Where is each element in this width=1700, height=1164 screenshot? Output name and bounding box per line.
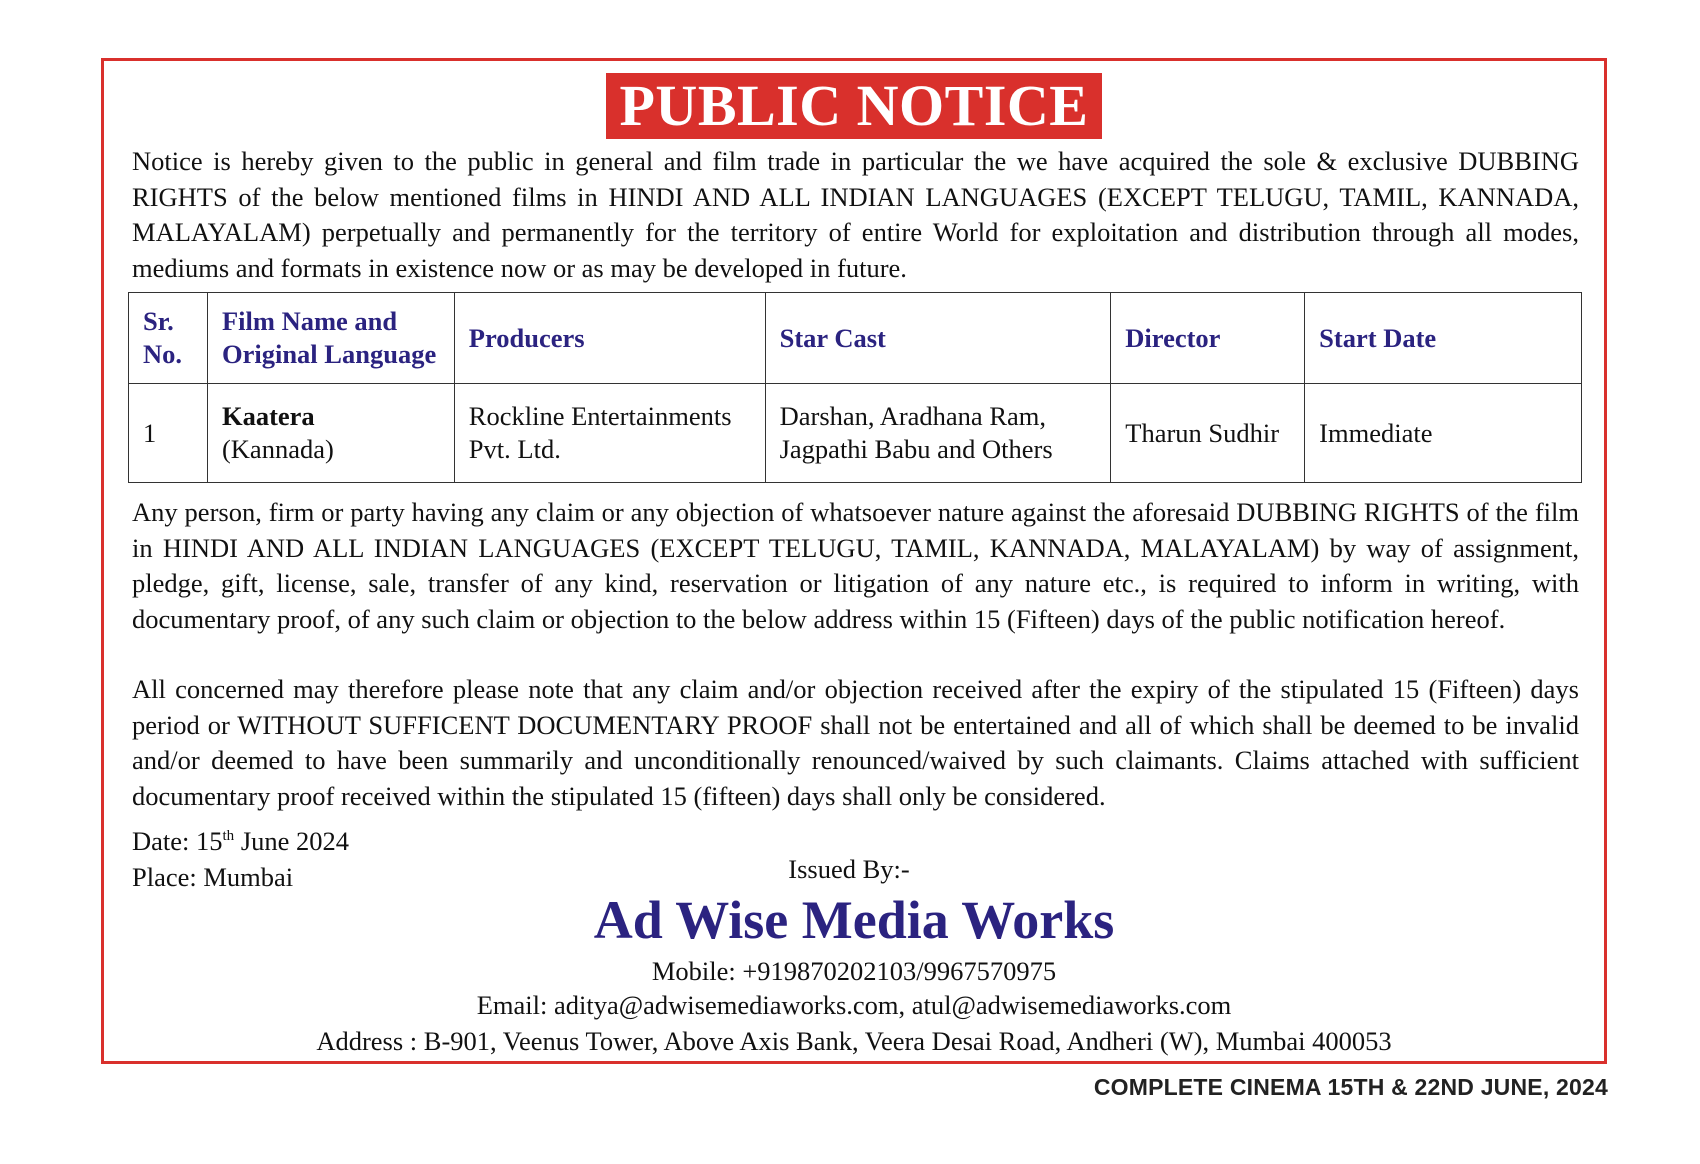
intro-paragraph: Notice is hereby given to the public in general and film trade in particular the we have acquired the sole & exclusive DUBBING RIGHTS of the below mentioned films in HINDI AND ALL INDIAN LANGUAGES (EXCEPT TELUGU, TAMIL, KANNADA, MALAYALAM) perpetually and permanently for the territory of entire World for exploitation and distribution through all modes, mediums and formats in existence now or as may be developed in future. bbox=[132, 146, 1579, 283]
cell-start-date: Immediate bbox=[1305, 384, 1582, 483]
title-wrap bbox=[104, 73, 1604, 139]
company-name: Ad Wise Media Works bbox=[593, 890, 1115, 950]
table-header-row bbox=[129, 293, 1582, 384]
cell-sr: 1 bbox=[129, 384, 208, 483]
cell-film bbox=[207, 384, 454, 483]
header-sr-no: Sr. No. bbox=[129, 293, 208, 384]
film-name: Kaatera bbox=[221, 401, 315, 431]
notice-place: Place: Mumbai bbox=[132, 862, 294, 892]
concerned-paragraph: All concerned may therefore please note that any claim and/or objection received after the expiry of the stipulated 15 (Fifteen) days period or WITHOUT SUFFICENT DOCUMENTARY PROOF shall not be entertained and all of which shall be deemed to be invalid and/or deemed to have been summarily and unconditionally renounced/waived by such claimants. Claims attached with sufficient documentary proof received within the stipulated 15 (fifteen) days shall only be considered. bbox=[132, 674, 1579, 811]
film-language: (Kannada) bbox=[221, 434, 334, 464]
claims-paragraph: Any person, firm or party having any claim or any objection of whatsoever nature against the aforesaid DUBBING RIGHTS of the film in HINDI AND ALL INDIAN LANGUAGES (EXCEPT TELUGU, TAMIL, KANNADA, MALAYALAM) by way of assignment, pledge, gift, license, sale, transfer of any kind, reservation or litigation of any nature etc., is required to inform in writing, with documentary proof, of any such claim or objection to the below address within 15 (Fifteen) days of the public notification hereof. bbox=[132, 497, 1579, 634]
header-star-cast: Star Cast bbox=[765, 293, 1111, 384]
table-row bbox=[129, 384, 1582, 483]
header-film-name: Film Name and Original Language bbox=[207, 293, 454, 384]
films-table bbox=[128, 292, 1582, 483]
cell-director: Tharun Sudhir bbox=[1111, 384, 1305, 483]
notice-title: PUBLIC NOTICE bbox=[606, 73, 1103, 139]
contact-email: Email: aditya@adwisemediaworks.com, atul@adwisemediaworks.com bbox=[476, 990, 1232, 1020]
cell-producers: Rockline Entertainments Pvt. Ltd. bbox=[454, 384, 765, 483]
cell-star-cast: Darshan, Aradhana Ram, Jagpathi Babu and Others bbox=[765, 384, 1111, 483]
header-start-date: Start Date bbox=[1305, 293, 1582, 384]
public-notice-frame bbox=[101, 58, 1607, 1064]
header-producers: Producers bbox=[454, 293, 765, 384]
header-director: Director bbox=[1111, 293, 1305, 384]
notice-date: Date: 15th June 2024 bbox=[132, 826, 350, 856]
issued-by: Issued By:- bbox=[788, 854, 910, 884]
contact-address: Address : B-901, Veenus Tower, Above Axis Bank, Veera Desai Road, Andheri (W), Mumbai 400053 bbox=[316, 1026, 1392, 1056]
contact-mobile: Mobile: +919870202103/9967570975 bbox=[651, 956, 1057, 986]
publication-credit: COMPLETE CINEMA 15TH & 22ND JUNE, 2024 bbox=[1093, 1074, 1608, 1100]
